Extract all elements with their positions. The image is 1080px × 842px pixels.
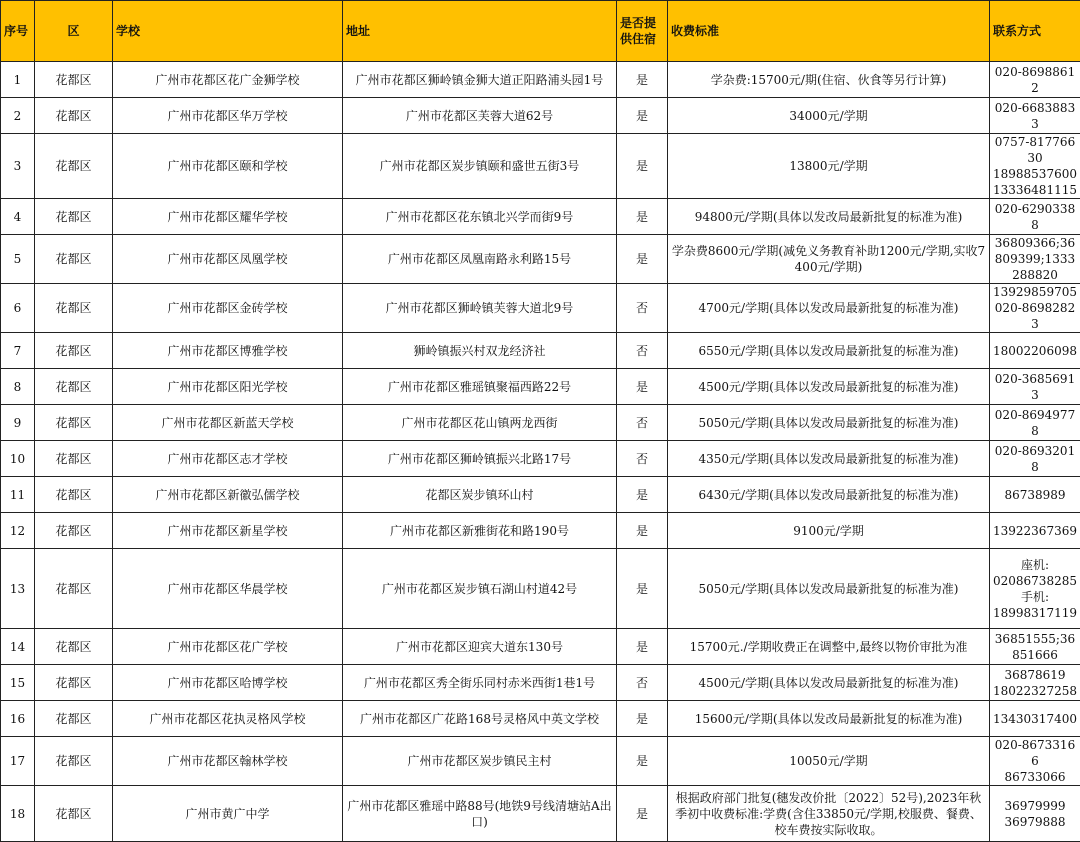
- row-district: 花都区: [35, 549, 113, 629]
- row-boarding: 是: [617, 737, 668, 786]
- contact-line: 座机:: [991, 557, 1079, 573]
- row-boarding: 是: [617, 701, 668, 737]
- row-district: 花都区: [35, 513, 113, 549]
- row-district: 花都区: [35, 701, 113, 737]
- row-contact: [990, 665, 1080, 701]
- contact-line: 36851555;36851666: [991, 631, 1079, 663]
- header-address: 地址: [343, 1, 617, 62]
- row-contact: [990, 98, 1080, 134]
- row-index: 13: [1, 549, 35, 629]
- contact-line: 86738989: [991, 487, 1079, 503]
- row-school: 广州市花都区耀华学校: [113, 199, 343, 235]
- contact-line: 13922367369: [991, 523, 1079, 539]
- table-row: [1, 477, 1080, 513]
- row-index: 7: [1, 333, 35, 369]
- row-address: 广州市花都区雅瑶中路88号(地铁9号线清塘站A出口): [343, 786, 617, 842]
- row-index: 10: [1, 441, 35, 477]
- contact-line: 18022327258: [991, 683, 1079, 699]
- row-district: 花都区: [35, 441, 113, 477]
- row-boarding: 是: [617, 513, 668, 549]
- row-fee: 4500元/学期(具体以发改局最新批复的标准为准): [668, 665, 990, 701]
- table-row: [1, 333, 1080, 369]
- row-school: 广州市花都区哈博学校: [113, 665, 343, 701]
- row-address: 广州市花都区炭步镇石湖山村道42号: [343, 549, 617, 629]
- row-school: 广州市花都区颐和学校: [113, 134, 343, 199]
- row-address: 广州市花都区炭步镇颐和盛世五街3号: [343, 134, 617, 199]
- row-boarding: 是: [617, 629, 668, 665]
- row-district: 花都区: [35, 405, 113, 441]
- header-row: [1, 1, 1080, 62]
- row-fee: 10050元/学期: [668, 737, 990, 786]
- row-contact: [990, 549, 1080, 629]
- row-district: 花都区: [35, 786, 113, 842]
- row-fee: 4700元/学期(具体以发改局最新批复的标准为准): [668, 284, 990, 333]
- header-boarding: 是否提供住宿: [617, 1, 668, 62]
- row-address: 广州市花都区狮岭镇芙蓉大道北9号: [343, 284, 617, 333]
- row-address: 广州市花都区花山镇两龙西街: [343, 405, 617, 441]
- contact-line: 13336481115: [991, 182, 1079, 198]
- row-school: 广州市花都区翰林学校: [113, 737, 343, 786]
- row-school: 广州市花都区新蓝天学校: [113, 405, 343, 441]
- row-school: 广州市花都区华晨学校: [113, 549, 343, 629]
- row-contact: [990, 199, 1080, 235]
- row-boarding: 是: [617, 134, 668, 199]
- row-index: 4: [1, 199, 35, 235]
- row-address: 花都区炭步镇环山村: [343, 477, 617, 513]
- row-district: 花都区: [35, 199, 113, 235]
- row-boarding: 否: [617, 441, 668, 477]
- row-index: 8: [1, 369, 35, 405]
- row-index: 11: [1, 477, 35, 513]
- contact-line: 18002206098: [991, 343, 1079, 359]
- row-index: 14: [1, 629, 35, 665]
- row-school: 广州市花都区华万学校: [113, 98, 343, 134]
- row-contact: [990, 701, 1080, 737]
- row-district: 花都区: [35, 284, 113, 333]
- row-boarding: 是: [617, 549, 668, 629]
- row-fee: 6430元/学期(具体以发改局最新批复的标准为准): [668, 477, 990, 513]
- table-row: [1, 134, 1080, 199]
- row-fee: 根据政府部门批复(穗发改价批〔2022〕52号),2023年秋季初中收费标准:学费(含住33850元/学期,校服费、餐费、校车费按实际收取。: [668, 786, 990, 842]
- table-row: [1, 549, 1080, 629]
- table-row: [1, 98, 1080, 134]
- contact-line: 020-36856913: [991, 371, 1079, 403]
- table-row: [1, 235, 1080, 284]
- row-index: 12: [1, 513, 35, 549]
- row-district: 花都区: [35, 477, 113, 513]
- table-row: [1, 284, 1080, 333]
- row-address: 广州市花都区狮岭镇金狮大道正阳路浦头园1号: [343, 62, 617, 98]
- row-school: 广州市花都区花广学校: [113, 629, 343, 665]
- row-boarding: 是: [617, 369, 668, 405]
- row-district: 花都区: [35, 629, 113, 665]
- row-index: 3: [1, 134, 35, 199]
- header-index: 序号: [1, 1, 35, 62]
- row-school: 广州市花都区凤凰学校: [113, 235, 343, 284]
- row-index: 6: [1, 284, 35, 333]
- table-row: [1, 405, 1080, 441]
- row-address: 广州市花都区广花路168号灵格风中英文学校: [343, 701, 617, 737]
- row-school: 广州市花都区花执灵格风学校: [113, 701, 343, 737]
- row-boarding: 是: [617, 199, 668, 235]
- row-address: 广州市花都区新雅街花和路190号: [343, 513, 617, 549]
- contact-line: 36979888: [991, 814, 1079, 830]
- row-address: 广州市花都区芙蓉大道62号: [343, 98, 617, 134]
- contact-line: 020-86982823: [991, 300, 1079, 332]
- row-district: 花都区: [35, 333, 113, 369]
- row-boarding: 是: [617, 786, 668, 842]
- contact-line: 18988537600: [991, 166, 1079, 182]
- row-district: 花都区: [35, 98, 113, 134]
- contact-line: 18998317119: [991, 605, 1079, 621]
- table-row: [1, 369, 1080, 405]
- row-contact: [990, 441, 1080, 477]
- row-fee: 4500元/学期(具体以发改局最新批复的标准为准): [668, 369, 990, 405]
- row-school: 广州市花都区新徽弘儒学校: [113, 477, 343, 513]
- table-row: [1, 701, 1080, 737]
- row-district: 花都区: [35, 235, 113, 284]
- table-row: [1, 441, 1080, 477]
- row-contact: [990, 235, 1080, 284]
- row-school: 广州市花都区新星学校: [113, 513, 343, 549]
- row-district: 花都区: [35, 737, 113, 786]
- row-fee: 学杂费:15700元/期(住宿、伙食等另行计算): [668, 62, 990, 98]
- row-fee: 15700元./学期收费正在调整中,最终以物价审批为准: [668, 629, 990, 665]
- row-fee: 9100元/学期: [668, 513, 990, 549]
- table-row: [1, 513, 1080, 549]
- contact-line: 020-62903388: [991, 201, 1079, 233]
- header-fee: 收费标准: [668, 1, 990, 62]
- contact-line: 13430317400: [991, 711, 1079, 727]
- contact-line: 36809366;36809399;1333288820: [991, 235, 1079, 283]
- row-address: 广州市花都区凤凰南路永利路15号: [343, 235, 617, 284]
- table-row: [1, 62, 1080, 98]
- table-row: [1, 199, 1080, 235]
- header-contact: 联系方式: [990, 1, 1080, 62]
- row-district: 花都区: [35, 62, 113, 98]
- row-fee: 5050元/学期(具体以发改局最新批复的标准为准): [668, 405, 990, 441]
- row-address: 广州市花都区秀全街乐同村赤米西街1巷1号: [343, 665, 617, 701]
- row-address: 广州市花都区炭步镇民主村: [343, 737, 617, 786]
- row-school: 广州市花都区金砖学校: [113, 284, 343, 333]
- contact-line: 手机:: [991, 589, 1079, 605]
- row-contact: [990, 477, 1080, 513]
- row-fee: 6550元/学期(具体以发改局最新批复的标准为准): [668, 333, 990, 369]
- table-row: [1, 786, 1080, 842]
- contact-line: 020-86988612: [991, 64, 1079, 96]
- row-address: 狮岭镇振兴村双龙经济社: [343, 333, 617, 369]
- row-boarding: 是: [617, 235, 668, 284]
- row-contact: [990, 786, 1080, 842]
- row-index: 17: [1, 737, 35, 786]
- row-fee: 13800元/学期: [668, 134, 990, 199]
- row-index: 9: [1, 405, 35, 441]
- contact-line: 020-86949778: [991, 407, 1079, 439]
- contact-line: 02086738285: [991, 573, 1079, 589]
- contact-line: 86733066: [991, 769, 1079, 785]
- row-index: 15: [1, 665, 35, 701]
- table-row: [1, 737, 1080, 786]
- row-fee: 学杂费8600元/学期(减免义务教育补助1200元/学期,实收7400元/学期): [668, 235, 990, 284]
- row-contact: [990, 405, 1080, 441]
- row-school: 广州市黄广中学: [113, 786, 343, 842]
- row-boarding: 否: [617, 665, 668, 701]
- row-index: 1: [1, 62, 35, 98]
- row-boarding: 否: [617, 405, 668, 441]
- contact-line: 13929859705: [991, 284, 1079, 300]
- contact-line: 020-66838833: [991, 100, 1079, 132]
- row-index: 18: [1, 786, 35, 842]
- row-contact: [990, 62, 1080, 98]
- row-district: 花都区: [35, 369, 113, 405]
- row-school: 广州市花都区博雅学校: [113, 333, 343, 369]
- row-contact: [990, 513, 1080, 549]
- row-contact: [990, 629, 1080, 665]
- contact-line: 36979999: [991, 798, 1079, 814]
- contact-line: 36878619: [991, 667, 1079, 683]
- row-fee: 15600元/学期(具体以发改局最新批复的标准为准): [668, 701, 990, 737]
- row-address: 广州市花都区狮岭镇振兴北路17号: [343, 441, 617, 477]
- row-boarding: 是: [617, 477, 668, 513]
- row-boarding: 是: [617, 98, 668, 134]
- row-school: 广州市花都区阳光学校: [113, 369, 343, 405]
- row-contact: [990, 284, 1080, 333]
- header-school: 学校: [113, 1, 343, 62]
- row-contact: [990, 333, 1080, 369]
- row-index: 16: [1, 701, 35, 737]
- row-school: 广州市花都区志才学校: [113, 441, 343, 477]
- table-row: [1, 665, 1080, 701]
- row-index: 2: [1, 98, 35, 134]
- row-contact: [990, 369, 1080, 405]
- header-district: 区: [35, 1, 113, 62]
- row-boarding: 否: [617, 284, 668, 333]
- row-district: 花都区: [35, 134, 113, 199]
- contact-line: 020-86932018: [991, 443, 1079, 475]
- row-address: 广州市花都区迎宾大道东130号: [343, 629, 617, 665]
- row-fee: 94800元/学期(具体以发改局最新批复的标准为准): [668, 199, 990, 235]
- row-boarding: 是: [617, 62, 668, 98]
- row-address: 广州市花都区花东镇北兴学而街9号: [343, 199, 617, 235]
- row-fee: 34000元/学期: [668, 98, 990, 134]
- row-contact: [990, 737, 1080, 786]
- row-district: 花都区: [35, 665, 113, 701]
- contact-line: 020-86733166: [991, 737, 1079, 769]
- row-contact: [990, 134, 1080, 199]
- row-school: 广州市花都区花广金狮学校: [113, 62, 343, 98]
- contact-line: 0757-81776630: [991, 134, 1079, 166]
- row-fee: 5050元/学期(具体以发改局最新批复的标准为准): [668, 549, 990, 629]
- table-row: [1, 629, 1080, 665]
- row-fee: 4350元/学期(具体以发改局最新批复的标准为准): [668, 441, 990, 477]
- row-address: 广州市花都区雅瑶镇聚福西路22号: [343, 369, 617, 405]
- row-index: 5: [1, 235, 35, 284]
- row-boarding: 否: [617, 333, 668, 369]
